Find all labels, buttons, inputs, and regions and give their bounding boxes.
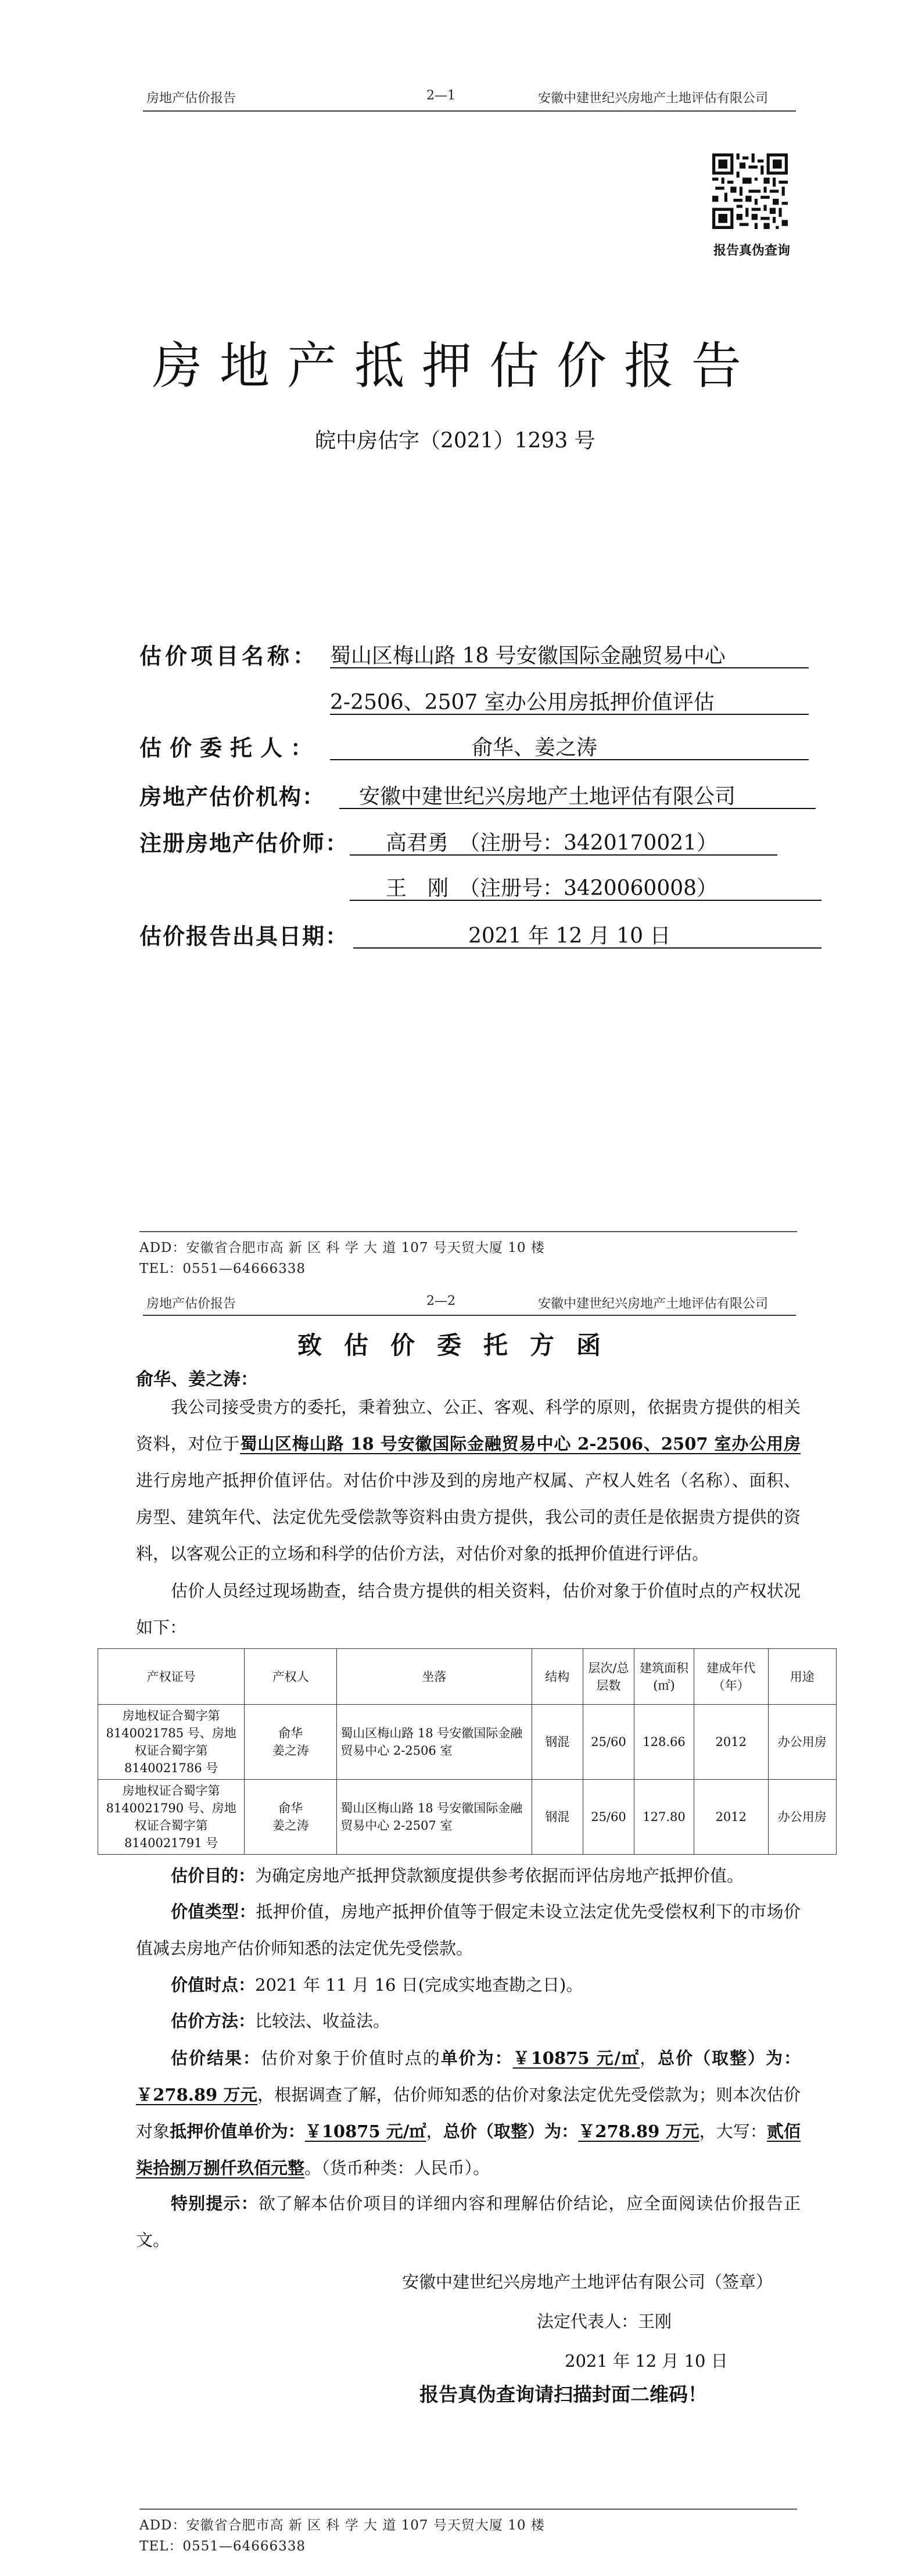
result-mortgage-unit-price: ￥10875 元/㎡ [304, 2121, 426, 2141]
paragraph-value-type [136, 1894, 801, 1967]
header-right: 安徽中建世纪兴房地产土地评估有限公司 [538, 91, 769, 106]
client-label: 估价委托人： [139, 735, 321, 761]
header-page-number: 2—1 [426, 88, 455, 103]
table-cell: 钢混 [532, 1705, 583, 1780]
paragraph-purpose [136, 1858, 801, 1894]
notice-label: 特别提示： [171, 2194, 259, 2213]
result-unit-price: ￥10875 元/㎡ [512, 2048, 640, 2068]
paragraph-value-time [136, 1967, 801, 2003]
result-total-label: 总价（取整）为： [658, 2048, 801, 2068]
table-cell: 办公用房 [768, 1705, 836, 1780]
agency-label: 房地产估价机构： [139, 783, 326, 810]
project-underline-2 [330, 714, 809, 715]
paragraph-notice [136, 2185, 801, 2259]
footer-address: ADD：安徽省合肥市高 新 区 科 学 大 道 107 号天贸大厦 10 楼 [139, 2518, 545, 2533]
footer-tel: TEL：0551—64666338 [139, 2539, 306, 2554]
result-total-price: ￥278.89 万元 [136, 2085, 257, 2105]
table-header-cell: 产权人 [245, 1649, 337, 1705]
header-left: 房地产估价报告 [146, 91, 236, 106]
verify-note: 报告真伪查询请扫描封面二维码！ [419, 2383, 707, 2406]
header-rule [143, 1315, 796, 1316]
paragraph-rights-intro: 估价人员经过现场勘查，结合贵方提供的相关资料，估价对象于价值时点的产权状况如下： [136, 1581, 801, 1637]
purpose-label: 估价目的： [171, 1866, 256, 1886]
footer-rule [139, 2509, 797, 2510]
footer-rule [139, 1231, 797, 1232]
value-type-text: 抵押价值，房地产抵押价值等于假定未设立法定优先受偿权利下的市场价值减去房地产估价师知悉的法定优先受偿款。 [136, 1902, 801, 1958]
table-cell: 蜀山区梅山路 18 号安徽国际金融贸易中心 2-2506 室 [337, 1705, 532, 1780]
agency-value: 安徽中建世纪兴房地产土地评估有限公司 [359, 785, 736, 808]
table-cell: 128.66 [634, 1705, 694, 1780]
result-text: 估价对象于价值时点的 [260, 2048, 441, 2068]
result-unit-price-label: 单价为： [440, 2048, 513, 2068]
result-label: 估价结果： [171, 2048, 261, 2068]
project-value-line1: 蜀山区梅山路 18 号安徽国际金融贸易中心 [330, 644, 726, 668]
date-label: 估价报告出具日期： [139, 923, 349, 949]
value-type-label: 价值类型： [171, 1902, 256, 1922]
paragraph-result [136, 2040, 801, 2187]
table-header-cell: 产权证号 [98, 1649, 245, 1705]
intro-text-c: 进行房地产抵押价值评估。对估价中涉及到的房地产权属、产权人姓名（名称）、面积、房型、建筑年代、法定优先受偿款等资料由贵方提供，我公司的责任是依据贵方提供的资料，以客观公正的立场和科学的估价方法，对估价对象的抵押价值进行评估。 [136, 1471, 801, 1564]
table-cell: 25/60 [583, 1780, 634, 1855]
footer-tel: TEL：0551—64666338 [139, 1261, 306, 1276]
paragraph-method [136, 2003, 801, 2040]
property-table [98, 1648, 837, 1855]
result-text: ， [640, 2048, 658, 2068]
date-value: 2021 年 12 月 10 日 [468, 924, 671, 948]
client-value: 俞华、姜之涛 [472, 736, 598, 760]
table-cell: 2012 [694, 1780, 768, 1855]
table-header-cell: 建成年代（年） [694, 1649, 768, 1705]
letter-title: 致估价委托方函 [297, 1331, 623, 1359]
table-cell: 房地权证合蜀字第8140021785 号、房地权证合蜀字第8140021786 号 [98, 1705, 245, 1780]
qr-caption: 报告真伪查询 [713, 243, 791, 258]
signature-company: 安徽中建世纪兴房地产土地评估有限公司（签章） [402, 2272, 773, 2292]
project-underline-1 [330, 667, 809, 668]
table-cell: 2012 [694, 1705, 768, 1780]
footer-address: ADD：安徽省合肥市高 新 区 科 学 大 道 107 号天贸大厦 10 楼 [139, 1240, 545, 1255]
table-header-row [98, 1649, 837, 1705]
table-cell: 钢混 [532, 1780, 583, 1855]
report-number: 皖中房估字（2021）1293 号 [315, 429, 595, 453]
date-underline [353, 947, 821, 949]
report-title: 房地产抵押估价报告 [152, 337, 759, 395]
result-text: ， [426, 2121, 443, 2141]
table-cell: 127.80 [634, 1780, 694, 1855]
appraiser-1: 高君勇 （注册号：3420170021） [386, 831, 718, 855]
qr-code-icon[interactable] [712, 153, 788, 229]
table-cell: 办公用房 [768, 1780, 836, 1855]
table-row [98, 1705, 837, 1780]
result-text: ，根据调查了解，估价师知悉的估价对象法定优先受偿款为；则本次估价对象 [136, 2085, 801, 2141]
result-text: 。（货币种类：人民币）。 [304, 2158, 490, 2178]
table-cell: 25/60 [583, 1705, 634, 1780]
result-mortgage-total-price: ￥278.89 万元 [578, 2121, 699, 2141]
method-label: 估价方法： [171, 2011, 256, 2031]
project-value-line2: 2-2506、2507 室办公用房抵押价值评估 [330, 690, 715, 714]
appraiser-label: 注册房地产估价师： [139, 830, 349, 856]
table-header-cell: 坐落 [337, 1649, 532, 1705]
salutation: 俞华、姜之涛： [136, 1369, 258, 1390]
signature-date: 2021 年 12 月 10 日 [565, 2351, 728, 2371]
table-cell: 俞华 姜之涛 [245, 1705, 337, 1780]
result-mortgage-total-label: 总价（取整）为： [443, 2121, 579, 2141]
signature-representative: 法定代表人：王刚 [537, 2312, 672, 2331]
appraiser-2: 王 刚 （注册号：3420060008） [386, 876, 718, 900]
paragraph-intro [136, 1389, 801, 1572]
appraiser-1-underline [350, 854, 777, 856]
value-time-text: 2021 年 11 月 16 日(完成实地查勘之日)。 [255, 1975, 583, 1995]
header-page-number: 2—2 [426, 1294, 455, 1308]
intro-text-a: 我公司接受贵方的委托，秉着独立、公正、客观、科学的原则，依据贵方提供的相关资料，对位于 [136, 1397, 801, 1454]
table-header-cell: 建筑面积(㎡) [634, 1649, 694, 1705]
table-header-cell: 层次/总层数 [583, 1649, 634, 1705]
client-underline [330, 759, 809, 760]
result-mortgage-unit-label: 抵押价值单价为： [170, 2121, 305, 2141]
table-cell: 蜀山区梅山路 18 号安徽国际金融贸易中心 2-2507 室 [337, 1780, 532, 1855]
header-right: 安徽中建世纪兴房地产土地评估有限公司 [538, 1297, 769, 1311]
header-rule [143, 110, 796, 112]
table-header-cell: 用途 [768, 1649, 836, 1705]
result-text: ，大写： [699, 2121, 767, 2141]
appraiser-2-underline [350, 900, 821, 901]
agency-underline [339, 808, 816, 809]
table-cell: 房地权证合蜀字第8140021790 号、房地权证合蜀字第8140021791 号 [98, 1780, 245, 1855]
table-header-cell: 结构 [532, 1649, 583, 1705]
notice-text: 欲了解本估价项目的详细内容和理解估价结论，应全面阅读估价报告正文。 [136, 2194, 801, 2250]
header-left: 房地产估价报告 [146, 1297, 236, 1311]
table-row [98, 1780, 837, 1855]
result-amount-in-words: 贰佰柒拾捌万捌仟玖佰元整 [136, 2121, 801, 2178]
project-label: 估价项目名称： [139, 643, 319, 669]
intro-property-address: 蜀山区梅山路 18 号安徽国际金融贸易中心 2-2506、2507 室办公用房 [240, 1434, 801, 1454]
purpose-text: 为确定房地产抵押贷款额度提供参考依据而评估房地产抵押价值。 [255, 1866, 744, 1886]
value-time-label: 价值时点： [171, 1975, 256, 1995]
method-text: 比较法、收益法。 [255, 2011, 390, 2031]
table-cell: 俞华 姜之涛 [245, 1780, 337, 1855]
